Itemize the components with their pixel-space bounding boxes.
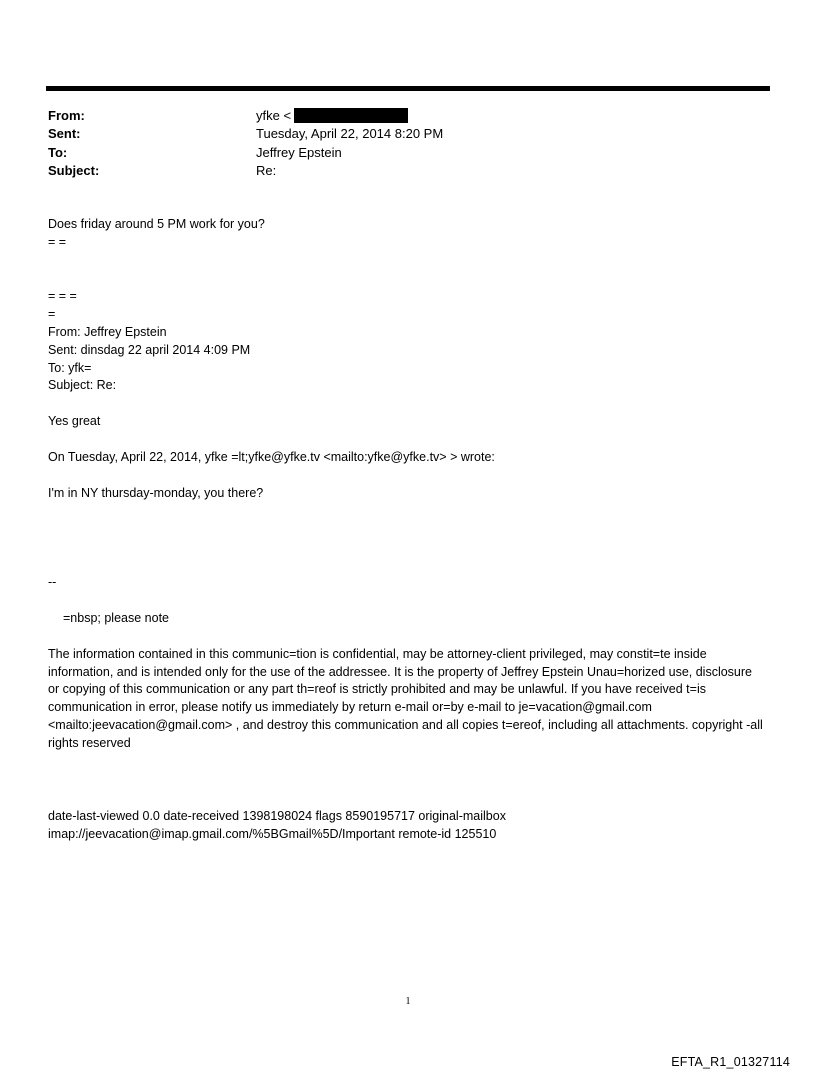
metadata-line: imap://jeevacation@imap.gmail.com/%5BGmail%5D/Important remote-id 125510 — [48, 827, 497, 841]
metadata-line: date-last-viewed 0.0 date-received 1398198024 flags 8590195717 original-mailbox — [48, 809, 506, 823]
reply-line: Yes great — [48, 414, 101, 428]
page-number: 1 — [405, 996, 411, 1007]
subject-value: Re: — [256, 163, 277, 178]
sent-label: Sent: — [48, 126, 81, 141]
bates-number: EFTA_R1_01327114 — [671, 1055, 790, 1069]
disclaimer-paragraph: The information contained in this communic=tion is confidential, may be attorney-client privileged, may constit=te inside information, and is intended only for the use of the addressee. It is the property of Jeffrey Epstein Unau=horized use, disclosure or copying of this communication or any part th=reof is strictly prohibited and may be unlawful. If you have received t=is communication in error, please notify us immediately by return e-mail or=by e-mail to je=vacation@gmail.com <mailto:jeevacation@gmail.com> , and destroy this communication and all copies t=ereof, including all attachments. copyright -all rights reserved — [48, 647, 763, 750]
subject-label: Subject: — [48, 163, 100, 178]
please-note: =nbsp; please note — [63, 611, 169, 625]
quote-header-line: On Tuesday, April 22, 2014, yfke =lt;yfke@yfke.tv <mailto:yfke@yfke.tv> > wrote: — [48, 450, 495, 464]
from-name: yfke < — [256, 108, 292, 123]
sent-value: Tuesday, April 22, 2014 8:20 PM — [256, 126, 444, 141]
sent-row — [48, 125, 748, 143]
body-line: Does friday around 5 PM work for you? — [48, 217, 265, 231]
quoted-to: To: yfk= — [48, 361, 92, 375]
body-line: = = — [48, 235, 67, 249]
from-value — [256, 107, 408, 125]
body-line: = = = — [48, 289, 77, 303]
quoted-subject: Subject: Re: — [48, 378, 117, 392]
header-rule — [46, 86, 770, 91]
to-row — [48, 144, 748, 162]
to-label: To: — [48, 145, 68, 160]
from-row — [48, 107, 748, 125]
redaction-box — [294, 108, 408, 123]
signature-separator: -- — [48, 575, 57, 589]
quoted-from: From: Jeffrey Epstein — [48, 325, 167, 339]
from-label: From: — [48, 108, 85, 123]
quoted-message: I'm in NY thursday-monday, you there? — [48, 486, 264, 500]
quoted-sent: Sent: dinsdag 22 april 2014 4:09 PM — [48, 343, 251, 357]
to-value: Jeffrey Epstein — [256, 145, 342, 160]
body-line: = — [48, 307, 56, 321]
subject-row — [48, 162, 748, 180]
